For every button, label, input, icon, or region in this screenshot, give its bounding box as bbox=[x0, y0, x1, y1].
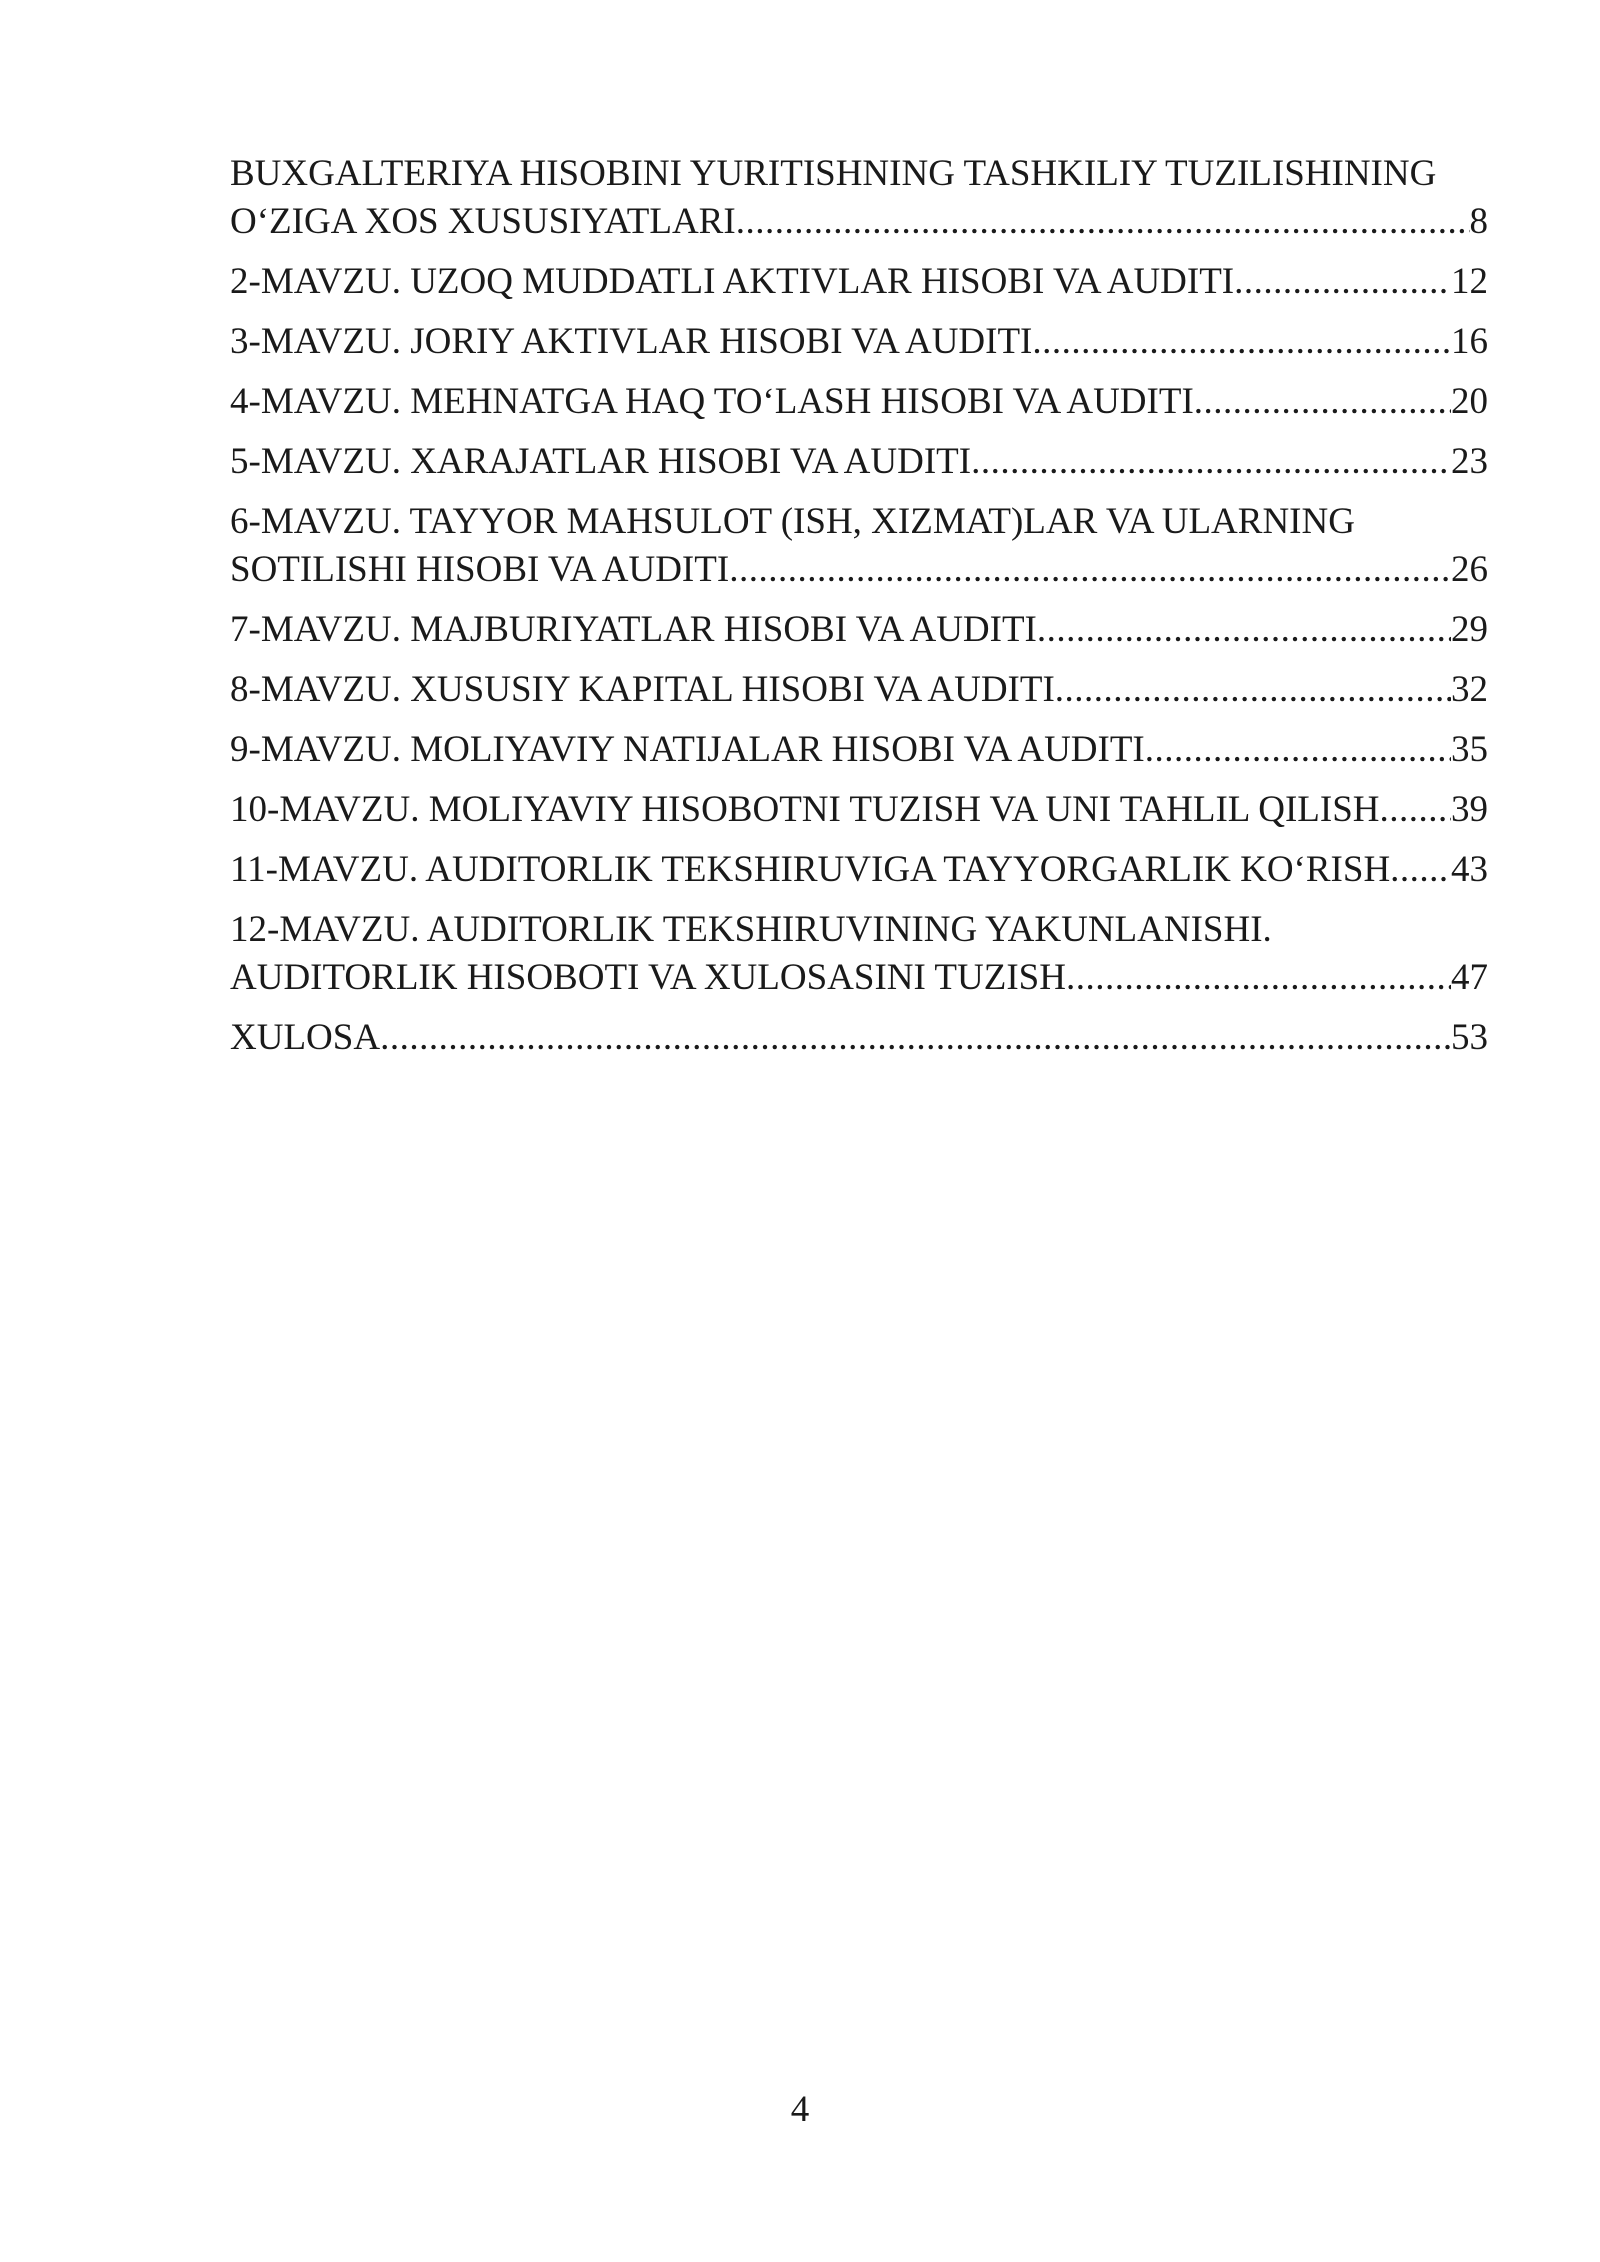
toc-entry-mavzu-4[interactable] bbox=[230, 378, 1488, 426]
dot-leader bbox=[1390, 846, 1451, 894]
dot-leader bbox=[1066, 954, 1451, 1002]
toc-page-ref: 35 bbox=[1451, 729, 1488, 770]
toc-entry-title: 3-MAVZU. JORIY AKTIVLAR HISOBI VA AUDITI bbox=[230, 321, 1033, 362]
toc-entry-mavzu-3[interactable] bbox=[230, 318, 1488, 366]
dot-leader bbox=[971, 438, 1451, 486]
toc-page-ref: 53 bbox=[1451, 1017, 1488, 1058]
dot-leader bbox=[736, 198, 1470, 246]
dot-leader bbox=[1234, 258, 1451, 306]
toc-entry-buxgalteriya[interactable] bbox=[230, 150, 1488, 246]
toc-entry-xulosa[interactable] bbox=[230, 1014, 1488, 1062]
toc-entry-mavzu-5[interactable] bbox=[230, 438, 1488, 486]
toc-entry-title-line2: SOTILISHI HISOBI VA AUDITI bbox=[230, 549, 730, 590]
toc-entry-title: 9-MAVZU. MOLIYAVIY NATIJALAR HISOBI VA AUDITI bbox=[230, 729, 1145, 770]
toc-entry-title-line1: BUXGALTERIYA HISOBINI YURITISHNING TASHKILIY TUZILISHINING bbox=[230, 153, 1437, 194]
toc-entry-title: 8-MAVZU. XUSUSIY KAPITAL HISOBI VA AUDITI bbox=[230, 669, 1055, 710]
dot-leader bbox=[380, 1014, 1451, 1062]
toc-page-ref: 39 bbox=[1451, 789, 1488, 830]
dot-leader bbox=[1055, 666, 1451, 714]
toc-page-ref: 29 bbox=[1451, 609, 1488, 650]
toc-entry-title: 11-MAVZU. AUDITORLIK TEKSHIRUVIGA TAYYORGARLIK KO‘RISH bbox=[230, 849, 1391, 890]
toc-page-ref: 8 bbox=[1469, 201, 1488, 242]
toc-entry-title: 5-MAVZU. XARAJATLAR HISOBI VA AUDITI bbox=[230, 441, 972, 482]
toc-page-ref: 16 bbox=[1451, 321, 1488, 362]
toc-entry-title: 2-MAVZU. UZOQ MUDDATLI AKTIVLAR HISOBI VA AUDITI bbox=[230, 261, 1235, 302]
dot-leader bbox=[729, 546, 1451, 594]
toc-page-ref: 26 bbox=[1451, 549, 1488, 590]
toc-entry-mavzu-11[interactable] bbox=[230, 846, 1488, 894]
toc-entry-title: 4-MAVZU. MEHNATGA HAQ TO‘LASH HISOBI VA AUDITI bbox=[230, 381, 1194, 422]
toc-page-ref: 32 bbox=[1451, 669, 1488, 710]
toc-entry-mavzu-2[interactable] bbox=[230, 258, 1488, 306]
toc-entry-title-line2: AUDITORLIK HISOBOTI VA XULOSASINI TUZISH bbox=[230, 957, 1066, 998]
toc-page-ref: 20 bbox=[1451, 381, 1488, 422]
dot-leader bbox=[1145, 726, 1451, 774]
table-of-contents bbox=[230, 150, 1488, 1074]
toc-entry-mavzu-9[interactable] bbox=[230, 726, 1488, 774]
page-number: 4 bbox=[790, 2089, 810, 2130]
toc-entry-mavzu-12[interactable] bbox=[230, 906, 1488, 1002]
toc-entry-mavzu-6[interactable] bbox=[230, 498, 1488, 594]
dot-leader bbox=[1380, 786, 1451, 834]
toc-page-ref: 12 bbox=[1451, 261, 1488, 302]
toc-entry-mavzu-10[interactable] bbox=[230, 786, 1488, 834]
dot-leader bbox=[1194, 378, 1451, 426]
toc-page-ref: 47 bbox=[1451, 957, 1488, 998]
toc-entry-mavzu-8[interactable] bbox=[230, 666, 1488, 714]
toc-entry-title: 7-MAVZU. MAJBURIYATLAR HISOBI VA AUDITI bbox=[230, 609, 1037, 650]
toc-entry-title-line2: O‘ZIGA XOS XUSUSIYATLARI bbox=[230, 201, 736, 242]
dot-leader bbox=[1032, 318, 1451, 366]
toc-entry-title-line1: 12-MAVZU. AUDITORLIK TEKSHIRUVINING YAKUNLANISHI. bbox=[230, 909, 1272, 950]
dot-leader bbox=[1037, 606, 1451, 654]
toc-page-ref: 23 bbox=[1451, 441, 1488, 482]
toc-page-ref: 43 bbox=[1451, 849, 1488, 890]
toc-entry-title: XULOSA bbox=[230, 1017, 381, 1058]
toc-entry-mavzu-7[interactable] bbox=[230, 606, 1488, 654]
toc-entry-title-line1: 6-MAVZU. TAYYOR MAHSULOT (ISH, XIZMAT)LAR VA ULARNING bbox=[230, 501, 1355, 542]
toc-entry-title: 10-MAVZU. MOLIYAVIY HISOBOTNI TUZISH VA UNI TAHLIL QILISH bbox=[230, 789, 1380, 830]
